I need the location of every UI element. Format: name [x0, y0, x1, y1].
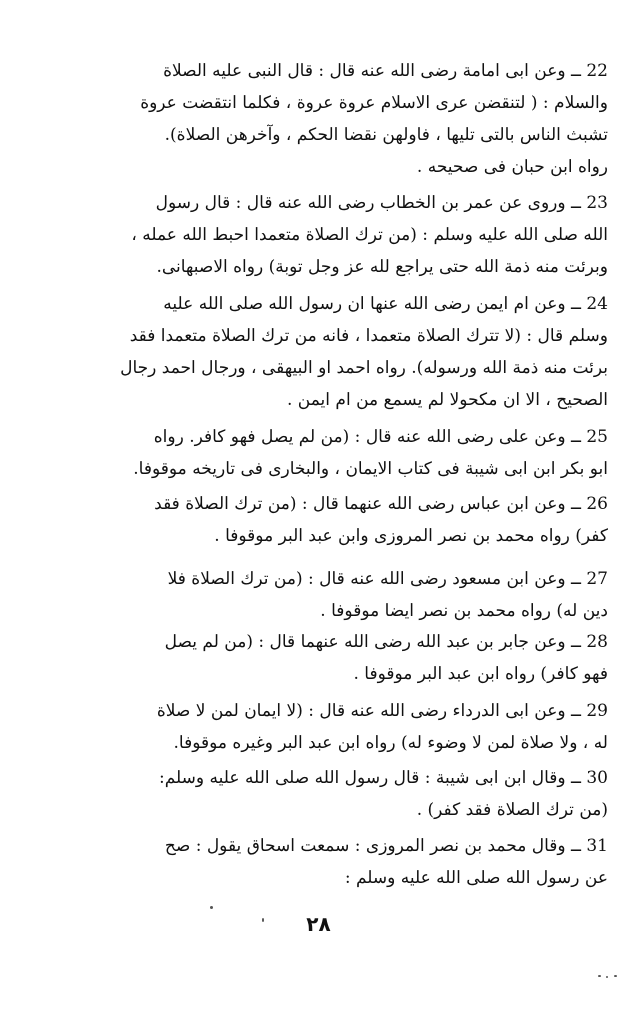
scan-speck — [614, 975, 617, 977]
text-line: والسلام : ( لتنقضن عرى الاسلام عروة عروة ، فكلما انتقضت عروة — [140, 93, 608, 113]
hadith-28 — [40, 626, 608, 690]
hadith-27 — [40, 563, 608, 627]
text-line: 30 ــ وقال ابن ابى شيبة : قال رسول الله صلى الله عليه وسلم: — [159, 768, 608, 788]
scan-speck — [598, 975, 601, 977]
text-line: 23 ــ وروى عن عمر بن الخطاب رضى الله عنه قال : قال رسول — [155, 193, 608, 213]
text-line: 29 ــ وعن ابى الدرداء رضى الله عنه قال : (لا ايمان لمن لا صلاة — [156, 701, 608, 721]
text-line: الله صلى الله عليه وسلم : (من ترك الصلاة متعمدا احبط الله عمله ، — [131, 225, 608, 245]
text-line: 24 ــ وعن ام ايمن رضى الله عنها ان رسول الله صلى الله عليه — [163, 294, 608, 314]
text-line: 25 ــ وعن على رضى الله عنه قال : (من لم يصل فهو كافر. رواه — [153, 427, 608, 447]
text-line: دين له) رواه محمد بن نصر ايضا موقوفا . — [320, 601, 608, 621]
page-number: ٢٨ — [306, 912, 331, 936]
text-line: 28 ــ وعن جابر بن عبد الله رضى الله عنهما قال : (من لم يصل — [164, 632, 608, 652]
scan-speck — [262, 918, 264, 922]
text-line: 27 ــ وعن ابن مسعود رضى الله عنه قال : (من ترك الصلاة فلا — [167, 569, 608, 589]
text-line: عن رسول الله صلى الله عليه وسلم : — [344, 868, 608, 888]
text-line: له ، ولا صلاة لمن لا وضوء له) رواه ابن عبد البر وغيره موقوفا. — [173, 733, 608, 753]
text-line: 22 ــ وعن ابى امامة رضى الله عنه قال : قال النبى عليه الصلاة — [163, 61, 608, 81]
text-line: كفر) رواه محمد بن نصر المروزى وابن عبد البر موقوفا . — [214, 526, 608, 546]
hadith-22 — [40, 55, 608, 183]
scan-speck — [606, 976, 608, 978]
hadith-29 — [40, 695, 608, 759]
hadith-24 — [40, 288, 608, 416]
hadith-23 — [40, 187, 608, 283]
text-line: وبرئت منه ذمة الله حتى يراجع لله عز وجل توبة) رواه الاصبهانى. — [156, 257, 608, 277]
text-line: فهو كافر) رواه ابن عبد البر موقوفا . — [353, 664, 608, 684]
text-line: (من ترك الصلاة فقد كفر) . — [416, 800, 608, 820]
hadith-30 — [40, 762, 608, 826]
text-line: 26 ــ وعن ابن عباس رضى الله عنهما قال : (من ترك الصلاة فقد — [154, 494, 608, 514]
hadith-25 — [40, 421, 608, 485]
text-line: ابو بكر ابن ابى شيبة فى كتاب الايمان ، والبخارى فى تاريخه موقوفا. — [133, 459, 608, 479]
text-line: تشبث الناس بالتى تليها ، فاولهن نقضا الحكم ، وآخرهن الصلاة). — [164, 125, 608, 145]
hadith-31 — [40, 830, 608, 894]
text-line: وسلم قال : (لا تترك الصلاة متعمدا ، فانه من ترك الصلاة متعمدا فقد — [129, 326, 608, 346]
text-line: 31 ــ وقال محمد بن نصر المروزى : سمعت اسحاق يقول : صح — [164, 836, 608, 856]
scan-speck — [210, 906, 213, 909]
text-line: رواه ابن حبان فى صحيحه . — [416, 157, 608, 177]
text-line: الصحيح ، الا ان مكحولا لم يسمع من ام ايمن . — [286, 390, 608, 410]
hadith-26 — [40, 488, 608, 552]
text-line: برئت منه ذمة الله ورسوله). رواه احمد او البيهقى ، ورجال احمد رجال — [120, 358, 608, 378]
